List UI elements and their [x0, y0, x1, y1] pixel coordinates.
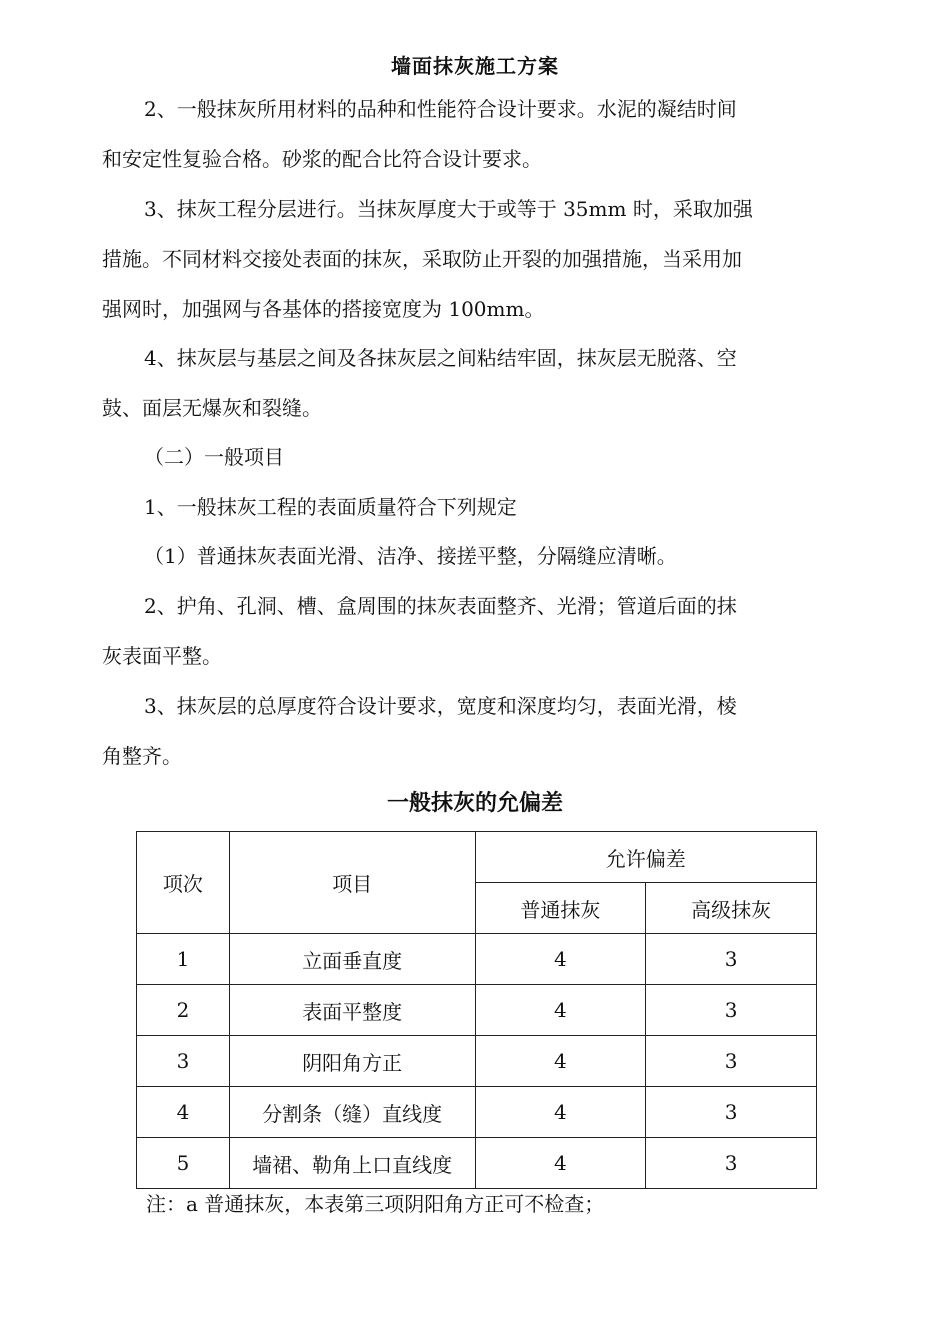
paragraph-line: 3、抹灰层的总厚度符合设计要求，宽度和深度均匀，表面光滑，棱 — [144, 694, 737, 718]
cell-advanced: 3 — [646, 934, 817, 985]
cell-item: 分割条（缝）直线度 — [229, 1087, 475, 1138]
tolerance-table — [136, 831, 817, 1189]
cell-advanced: 3 — [646, 1087, 817, 1138]
table-row — [137, 985, 817, 1036]
paragraph-line: 强网时，加强网与各基体的搭接宽度为 100mm。 — [102, 297, 545, 321]
cell-index: 3 — [137, 1036, 230, 1087]
header-item: 项目 — [229, 832, 475, 934]
paragraph-normal-plaster — [102, 531, 814, 581]
paragraph-surface-quality — [102, 482, 814, 532]
header-advanced: 高级抹灰 — [646, 883, 817, 934]
document-title: 墙面抹灰施工方案 — [391, 54, 559, 78]
paragraph-layering — [102, 184, 814, 334]
paragraph-line: （二）一般项目 — [144, 445, 284, 469]
paragraph-line: 鼓、面层无爆灰和裂缝。 — [102, 396, 322, 420]
header-normal: 普通抹灰 — [475, 883, 646, 934]
section-heading-general-items — [102, 432, 814, 482]
cell-advanced: 3 — [646, 1138, 817, 1189]
cell-normal: 4 — [475, 934, 646, 985]
cell-index: 5 — [137, 1138, 230, 1189]
table-header-row — [137, 832, 817, 883]
paragraph-line: 4、抹灰层与基层之间及各抹灰层之间粘结牢固，抹灰层无脱落、空 — [144, 346, 737, 370]
table-row — [137, 934, 817, 985]
table-row — [137, 1138, 817, 1189]
header-tolerance: 允许偏差 — [475, 832, 816, 883]
cell-item: 阴阳角方正 — [229, 1036, 475, 1087]
paragraph-line: 和安定性复验合格。砂浆的配合比符合设计要求。 — [102, 147, 542, 171]
table-note: 注：a 普通抹灰，本表第三项阴阳角方正可不检查； — [146, 1192, 605, 1216]
cell-item: 墙裙、勒角上口直线度 — [229, 1138, 475, 1189]
paragraph-materials — [102, 84, 814, 184]
cell-item: 表面平整度 — [229, 985, 475, 1036]
cell-index: 4 — [137, 1087, 230, 1138]
paragraph-corners — [102, 581, 814, 681]
table-title: 一般抹灰的允偏差 — [386, 791, 563, 816]
paragraph-line: 灰表面平整。 — [102, 644, 222, 668]
paragraph-line: 角整齐。 — [102, 744, 182, 768]
paragraph-bonding — [102, 333, 814, 433]
cell-index: 1 — [137, 934, 230, 985]
paragraph-line: 2、一般抹灰所用材料的品种和性能符合设计要求。水泥的凝结时间 — [144, 97, 737, 121]
paragraph-line: 3、抹灰工程分层进行。当抹灰厚度大于或等于 35mm 时，采取加强 — [144, 197, 753, 221]
cell-normal: 4 — [475, 1036, 646, 1087]
header-index: 项次 — [137, 832, 230, 934]
cell-advanced: 3 — [646, 985, 817, 1036]
paragraph-line: （1）普通抹灰表面光滑、洁净、接搓平整，分隔缝应清晰。 — [144, 544, 677, 568]
table-row — [137, 1087, 817, 1138]
paragraph-line: 措施。不同材料交接处表面的抹灰，采取防止开裂的加强措施，当采用加 — [102, 247, 742, 271]
table-row — [137, 1036, 817, 1087]
paragraph-line: 1、一般抹灰工程的表面质量符合下列规定 — [144, 495, 517, 519]
paragraph-thickness — [102, 681, 814, 781]
cell-normal: 4 — [475, 985, 646, 1036]
cell-normal: 4 — [475, 1138, 646, 1189]
cell-normal: 4 — [475, 1087, 646, 1138]
cell-item: 立面垂直度 — [229, 934, 475, 985]
cell-advanced: 3 — [646, 1036, 817, 1087]
cell-index: 2 — [137, 985, 230, 1036]
paragraph-line: 2、护角、孔洞、槽、盒周围的抹灰表面整齐、光滑；管道后面的抹 — [144, 594, 737, 618]
